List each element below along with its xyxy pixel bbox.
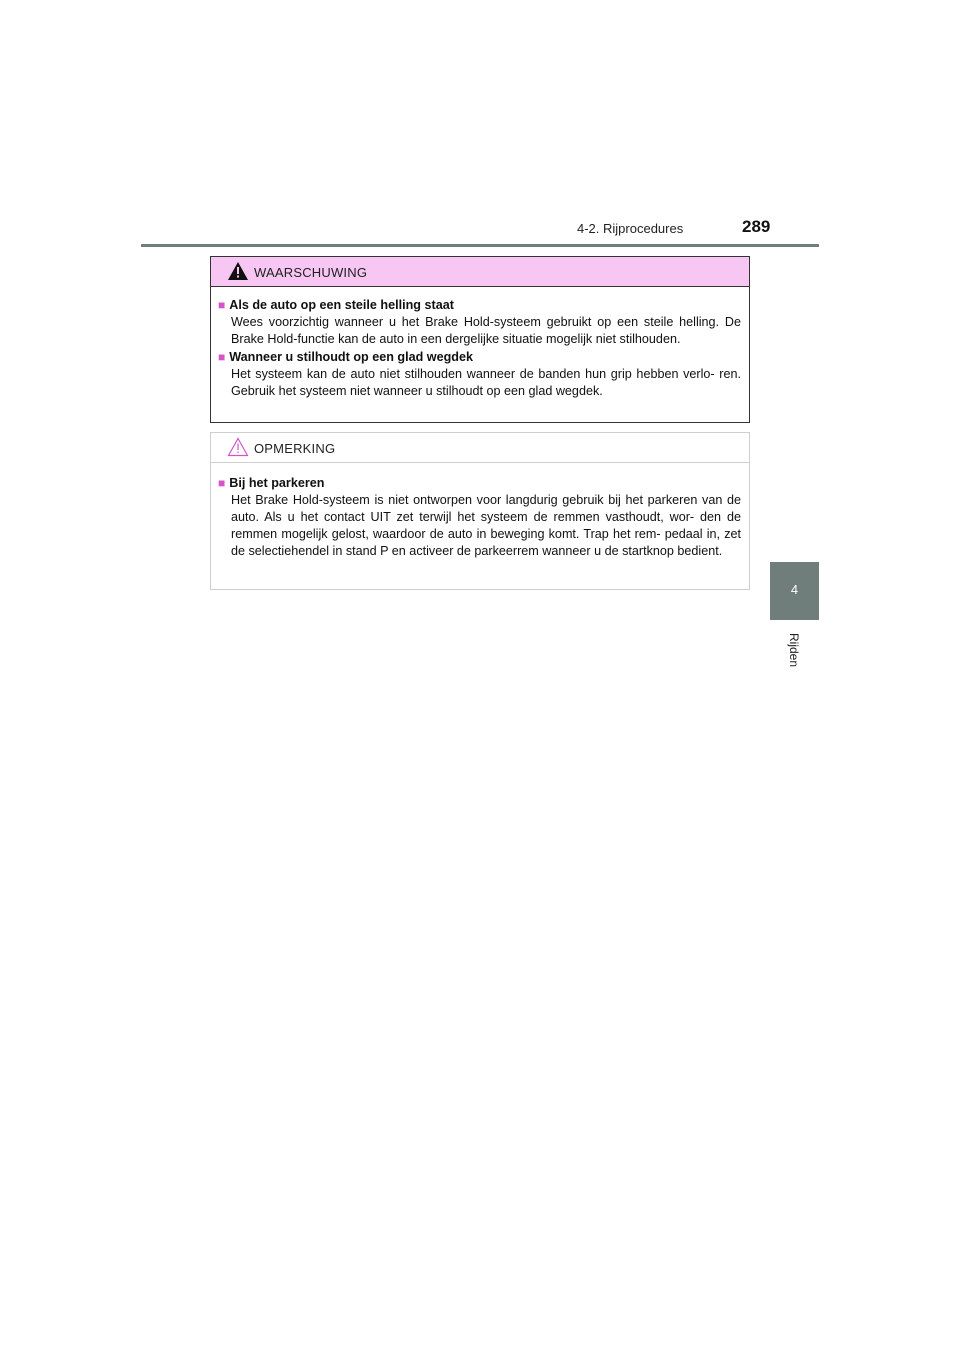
warning-item-heading: [218, 297, 741, 314]
bullet-square-icon: ■: [218, 476, 226, 490]
notice-box: [210, 432, 750, 590]
warning-item-text: Wees voorzichtig wanneer u het Brake Hold-systeem gebruikt op een steile helling. De Brake Hold-functie kan de auto in een dergelijke situatie mogelijk niet stilhouden.: [231, 315, 741, 346]
notice-body: [211, 463, 749, 560]
notice-item-heading-text: Bij het parkeren: [229, 476, 325, 490]
warning-item: [218, 297, 741, 348]
warning-item: [218, 349, 741, 400]
notice-item-heading: [218, 475, 741, 492]
notice-header: [211, 433, 749, 463]
warning-item-text: Het systeem kan de auto niet stilhouden wanneer de banden hun grip hebben verlo- ren. Gebruik het systeem niet wanneer u stilhoudt op een glad wegdek.: [231, 367, 741, 398]
warning-body: [211, 287, 749, 400]
page-number: 289: [742, 217, 771, 236]
notice-title: OPMERKING: [254, 441, 336, 456]
chapter-label: Rijden: [787, 632, 801, 668]
caution-triangle-outline-icon: [227, 437, 249, 457]
header-divider: [141, 244, 819, 247]
warning-header: [211, 257, 749, 287]
warning-item-heading-text: Wanneer u stilhoudt op een glad wegdek: [229, 350, 473, 364]
chapter-number: 4: [790, 582, 799, 597]
notice-item: [218, 475, 741, 560]
warning-box: [210, 256, 750, 423]
warning-item-heading-text: Als de auto op een steile helling staat: [229, 298, 454, 312]
bullet-square-icon: ■: [218, 298, 226, 312]
section-title: 4-2. Rijprocedures: [577, 221, 684, 236]
bullet-square-icon: ■: [218, 350, 226, 364]
warning-item-heading: [218, 349, 741, 366]
notice-item-text: Het Brake Hold-systeem is niet ontworpen voor langdurig gebruik bij het parkeren van de auto. Als u het contact UIT zet terwijl het systeem de remmen vasthoudt, wor- den de remmen mogelijk gelost, waardoor de auto in beweging komt. Trap het rem- pedaal in, zet de selectiehendel in stand P en activeer de parkeerrem wanneer u de startknop bedient.: [231, 493, 741, 558]
warning-title: WAARSCHUWING: [254, 265, 368, 280]
warning-triangle-icon: [227, 261, 249, 281]
chapter-tab: [770, 562, 819, 620]
